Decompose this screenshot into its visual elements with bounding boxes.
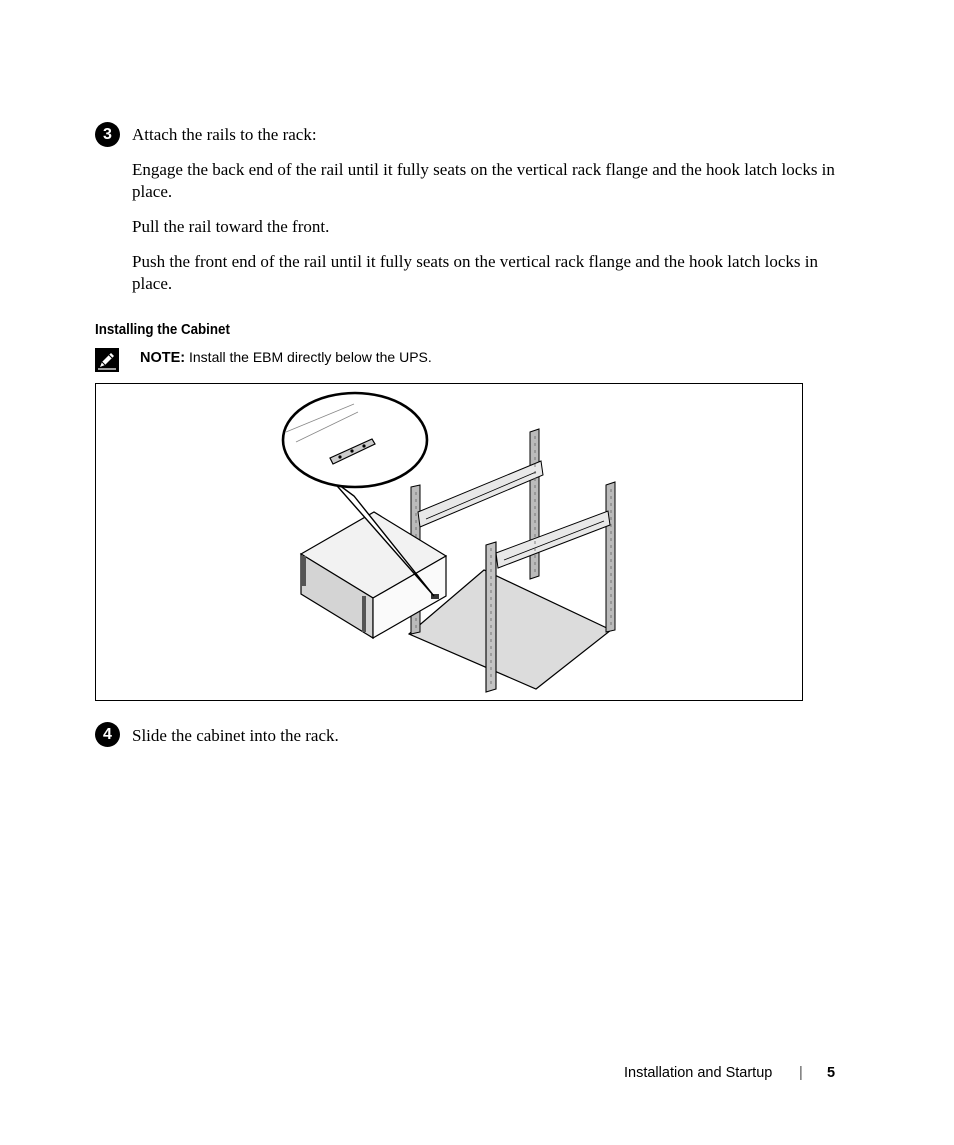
instruction-paragraph: Pull the rail toward the front. <box>132 217 330 236</box>
rack-post <box>530 429 539 579</box>
figure-frame <box>95 383 803 701</box>
rack-rail <box>496 511 610 568</box>
rack-post <box>606 482 615 632</box>
section-heading: Installing the Cabinet <box>95 322 230 338</box>
note-pencil-icon <box>95 348 119 372</box>
step-number-badge: 3 <box>95 122 120 147</box>
cabinet-illustration <box>301 512 446 638</box>
rail-latch-callout <box>283 393 427 487</box>
page-number: 5 <box>827 1065 836 1081</box>
instruction-paragraph: Push the front end of the rail until it fully seats on the vertical rack flange and the hook latch locks in place. <box>132 252 818 293</box>
footer-separator: | <box>799 1065 803 1081</box>
note-label: NOTE: <box>140 350 186 366</box>
note-body: Install the EBM directly below the UPS. <box>189 349 432 365</box>
note-text <box>140 348 432 367</box>
step-title: Attach the rails to the rack: <box>132 125 317 144</box>
installation-figure <box>96 384 802 700</box>
rack-rail <box>418 461 543 527</box>
step-title: Slide the cabinet into the rack. <box>132 726 339 745</box>
step-number-badge: 4 <box>95 722 120 747</box>
footer-section-title: Installation and Startup <box>624 1065 773 1081</box>
instruction-paragraph: Engage the back end of the rail until it fully seats on the vertical rack flange and the hook latch locks in place. <box>132 160 835 201</box>
